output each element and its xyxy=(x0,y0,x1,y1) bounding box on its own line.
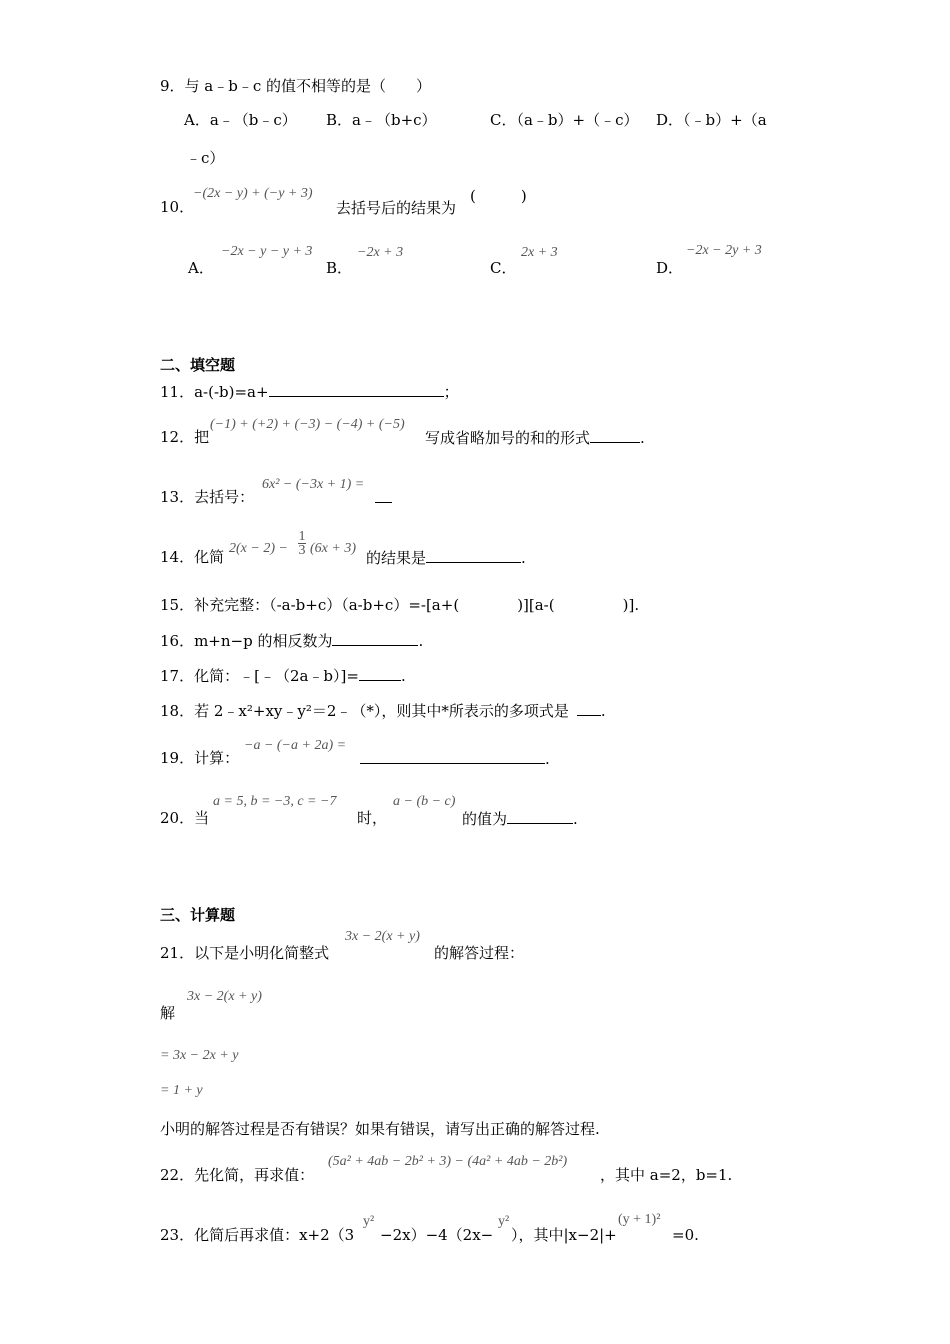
q23-part-e: =0. xyxy=(672,1226,699,1244)
q19-expression: −a − (−a + 2a) = xyxy=(244,738,347,753)
q17-blank xyxy=(359,666,401,681)
q10-option-d-expr: −2x − 2y + 3 xyxy=(686,243,762,258)
q23-part-a: 23．化简后再求值：x+2（3 xyxy=(160,1226,355,1244)
q21-line2: = 3x − 2x + y xyxy=(160,1048,239,1063)
q9-option-c: C．（a﹣b）+（﹣c） xyxy=(490,111,639,129)
q10-expression: −(2x − y) + (−y + 3) xyxy=(193,186,313,201)
q15-text: 15．补充完整：（-a-b+c）（a-b+c）=-[a+( xyxy=(160,596,460,614)
q14-end: . xyxy=(521,549,526,567)
q21-number: 21．以下是小明化简整式 xyxy=(160,944,330,962)
q14-line xyxy=(366,548,526,567)
q14-text: 的结果是 xyxy=(366,549,427,567)
q11-blank xyxy=(269,382,444,397)
q16-text: 16．m+n−p 的相反数为 xyxy=(160,632,333,650)
q9-stem: 9．与 a﹣b﹣c 的值不相等的是（ ） xyxy=(160,77,432,95)
q23-y-squared: y² xyxy=(363,1214,375,1229)
q12-text: 写成省略加号的和的形式 xyxy=(425,429,591,447)
q20-blank xyxy=(507,809,573,824)
q18-blank xyxy=(577,701,601,716)
q10-option-c-expr: 2x + 3 xyxy=(521,245,558,260)
q20-text: 的值为 xyxy=(462,810,508,828)
q14-number: 14．化简 xyxy=(160,548,225,566)
q21-jie: 解 xyxy=(160,1004,176,1022)
q11-end: ； xyxy=(443,383,459,401)
q13-expression: 6x² − (−3x + 1) = xyxy=(262,477,365,492)
q18-text: 18．若 2﹣x²+xy﹣y²＝2﹣（*），则其中*所表示的多项式是 xyxy=(160,702,569,720)
q23-part-b: −2x）−4（2x− xyxy=(380,1226,494,1244)
q14-frac-num: 1 xyxy=(298,529,306,544)
q14-expr-b: (6x + 3) xyxy=(310,541,356,556)
q21-question: 小明的解答过程是否有错误？如果有错误，请写出正确的解答过程. xyxy=(160,1120,600,1138)
q16-end: . xyxy=(418,632,424,650)
q10-option-b-expr: −2x + 3 xyxy=(357,245,404,260)
q20-expr1: a = 5, b = −3, c = −7 xyxy=(213,794,337,809)
q15-end: )]. xyxy=(622,596,640,614)
section-fill-in-title: 二、填空题 xyxy=(160,356,236,374)
q12-blank xyxy=(590,428,640,443)
q17 xyxy=(160,666,406,685)
q15-mid: )][a-( xyxy=(517,596,555,614)
q22-number: 22．先化简，再求值： xyxy=(160,1166,315,1184)
q18-end: . xyxy=(600,702,606,720)
q12-end: . xyxy=(640,429,645,447)
q21-text: 的解答过程： xyxy=(434,944,525,962)
q9-option-b: B．a﹣（b+c） xyxy=(326,111,437,129)
q19-blank xyxy=(360,749,545,764)
q10-option-a-expr: −2x − y − y + 3 xyxy=(221,244,313,259)
q19-number: 19．计算： xyxy=(160,749,240,767)
q17-end: . xyxy=(400,667,406,685)
q18 xyxy=(160,701,606,720)
q14-fraction xyxy=(298,530,306,557)
q23-expression: (y + 1)² xyxy=(618,1212,661,1227)
q13-blank-wrap xyxy=(375,488,392,507)
q17-text: 17．化简：﹣[﹣（2a﹣b）]= xyxy=(160,667,359,685)
q10-option-a-label: A． xyxy=(188,259,214,277)
q12-line xyxy=(425,428,645,447)
q21-expression: 3x − 2(x + y) xyxy=(345,929,420,944)
q12-expression: (−1) + (+2) + (−3) − (−4) + (−5) xyxy=(210,417,405,432)
q14-frac-den: 3 xyxy=(298,543,306,558)
q20-line xyxy=(462,809,578,828)
q15 xyxy=(160,596,639,614)
q22-text: ，其中 a=2，b=1. xyxy=(600,1166,733,1184)
q13-blank xyxy=(375,488,392,503)
q20-mid: 时， xyxy=(357,809,388,827)
q13-number: 13．去括号： xyxy=(160,488,255,506)
q20-end: . xyxy=(573,810,578,828)
q23-y-squared-2: y² xyxy=(498,1214,510,1229)
q19-line xyxy=(360,749,550,768)
q19-end: . xyxy=(545,750,550,768)
q14-expr-a: 2(x − 2) − xyxy=(229,541,288,556)
q10-text: 去括号后的结果为 xyxy=(336,199,457,217)
q9-option-d-cont: ﹣c） xyxy=(186,149,225,167)
section-calc-title: 三、计算题 xyxy=(160,906,236,924)
q22-expression: (5a² + 4ab − 2b² + 3) − (4a² + 4ab − 2b²) xyxy=(328,1154,568,1169)
q9-option-a: A．a﹣（b﹣c） xyxy=(184,111,297,129)
q14-blank xyxy=(426,548,521,563)
q11-text: 11．a-(-b)=a+ xyxy=(160,383,269,401)
q16 xyxy=(160,631,423,650)
q10-option-c-label: C． xyxy=(490,259,517,277)
q11 xyxy=(160,382,459,401)
q10-option-b-label: B． xyxy=(326,259,353,277)
q20-expr2: a − (b − c) xyxy=(393,794,456,809)
q10-number: 10． xyxy=(160,198,195,216)
q10-paren: ( ) xyxy=(470,187,527,205)
q23-part-c: ），其中|x−2|+ xyxy=(511,1226,617,1244)
q10-option-d-label: D． xyxy=(656,259,684,277)
q21-line1: 3x − 2(x + y) xyxy=(187,989,262,1004)
q20-number: 20．当 xyxy=(160,809,210,827)
q12-number: 12．把 xyxy=(160,428,210,446)
q16-blank xyxy=(332,631,418,646)
q21-line3: = 1 + y xyxy=(160,1083,203,1098)
q9-option-d: D．（﹣b）+（a xyxy=(656,111,767,129)
